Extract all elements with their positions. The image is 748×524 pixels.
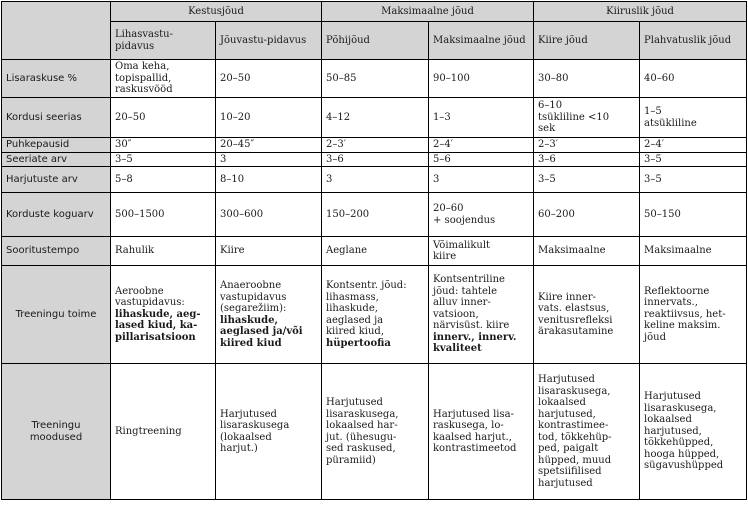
table-cell: [429, 138, 534, 153]
cell-line: hüpertoofia: [326, 337, 391, 349]
cell-line: püramiid): [326, 454, 376, 466]
cell-line: kvaliteet: [433, 343, 482, 355]
row-label: Seeriate arv: [2, 152, 111, 167]
cell-line: ärakasutamine: [538, 326, 614, 337]
cell-line: kiire: [433, 251, 457, 262]
table-cell: [640, 138, 747, 153]
cell-line: reaktiivsus, het-: [644, 308, 726, 320]
cell-line: 2–3′: [326, 139, 346, 150]
cell-line: 5–6: [433, 153, 451, 165]
cell-line: jõud: [644, 331, 666, 343]
column-header: Maksimaalne jõud: [429, 22, 534, 60]
cell-line: 150–200: [326, 208, 370, 220]
cell-line: kiired kiud: [220, 337, 282, 349]
cell-line: 50–85: [326, 72, 357, 84]
cell-line: tsükliline <10: [538, 111, 610, 123]
row-label: Treeningu toime: [2, 266, 111, 364]
group-header: Kiiruslik jõud: [534, 2, 747, 22]
cell-line: lokaalsed: [538, 397, 586, 408]
table-cell: [111, 60, 216, 98]
row-label: Korduste koguarv: [2, 193, 111, 237]
table-cell: [640, 98, 747, 138]
table-row: [2, 98, 747, 138]
cell-line: 3–5: [538, 173, 556, 185]
cell-line: harjut.): [220, 443, 258, 454]
table-cell: [429, 237, 534, 266]
table-cell: [111, 237, 216, 266]
cell-line: lihaskude, aeg-: [115, 308, 201, 320]
row-label: Puhkepausid: [2, 138, 111, 153]
cell-line: raskusega, lo-: [433, 420, 504, 431]
table-cell: [322, 152, 429, 167]
cell-line: närvisüst. kiire: [433, 320, 510, 332]
table-cell: [429, 193, 534, 237]
table-cell: [216, 152, 322, 167]
cell-line: Kiire: [220, 245, 245, 257]
cell-line: 8–10: [220, 173, 245, 185]
table-cell: [111, 364, 216, 500]
cell-line: Anaeroobne: [220, 280, 282, 291]
table-cell: [322, 138, 429, 153]
table-cell: [322, 266, 429, 364]
cell-line: 2–4′: [433, 139, 453, 150]
table-row: [2, 193, 747, 237]
table-cell: [111, 193, 216, 237]
cell-line: Aeroobne: [115, 285, 164, 297]
table-cell: [216, 266, 322, 364]
table-cell: [216, 193, 322, 237]
table-cell: [640, 266, 747, 364]
cell-line: 3: [326, 173, 333, 185]
table-cell: [216, 364, 322, 500]
cell-line: Harjutused: [644, 391, 701, 403]
cell-line: 6–10: [538, 100, 563, 112]
cell-line: (segarežiim):: [220, 303, 287, 314]
cell-line: 3–6: [538, 153, 556, 165]
cell-line: 1–5: [644, 106, 662, 117]
row-label: Kordusi seerias: [2, 98, 111, 138]
cell-line: harjutused,: [538, 408, 596, 420]
cell-line: vastupidavus:: [115, 297, 185, 309]
table-cell: [429, 98, 534, 138]
cell-line: lihasmass,: [326, 291, 379, 303]
table-cell: [216, 98, 322, 138]
cell-line: vastupidavus: [220, 291, 287, 303]
cell-line: Kontsentriline: [433, 274, 505, 286]
cell-line: hooga hüpped,: [644, 448, 720, 460]
table-cell: [640, 60, 747, 98]
table-cell: [111, 152, 216, 167]
table-cell: [640, 152, 747, 167]
row-label: Lisaraskuse %: [2, 60, 111, 98]
table-cell: [534, 193, 640, 237]
table-row: [2, 60, 747, 98]
corner-cell: [2, 2, 111, 60]
table-cell: [322, 237, 429, 266]
cell-line: Aeglane: [326, 245, 368, 257]
cell-line: lisaraskusega,: [326, 408, 399, 420]
table-row: [2, 138, 747, 153]
cell-line: 500–1500: [115, 208, 165, 220]
cell-line: Oma keha,: [115, 61, 170, 73]
cell-line: kontrastimee-: [538, 420, 609, 431]
cell-line: sek: [538, 123, 556, 135]
cell-line: kiired kiud,: [326, 326, 385, 337]
table-cell: [429, 266, 534, 364]
strength-training-table: [1, 1, 747, 500]
cell-line: jõud: tahtele: [433, 285, 497, 297]
cell-line: 20–60: [433, 203, 464, 214]
table-cell: [216, 60, 322, 98]
cell-line: Reflektoorne: [644, 285, 710, 297]
table-body: [2, 60, 747, 500]
cell-line: tod, tõkkehüp-: [538, 431, 612, 443]
cell-line: Võimalikult: [433, 239, 491, 251]
table-row: [2, 152, 747, 167]
cell-line: Kontsentr. jõud:: [326, 280, 407, 291]
row-label: Harjutuste arv: [2, 167, 111, 193]
table-cell: [534, 138, 640, 153]
cell-line: innervats.,: [644, 297, 698, 309]
cell-line: 300–600: [220, 208, 264, 220]
cell-line: 50–150: [644, 208, 681, 220]
cell-line: lased kiud, ka-: [115, 320, 198, 332]
cell-line: lihaskude,: [326, 303, 378, 314]
table-row: [2, 237, 747, 266]
table-cell: [111, 138, 216, 153]
cell-line: 2–3′: [538, 139, 559, 150]
column-header-row: [2, 22, 747, 60]
cell-line: 4–12: [326, 111, 351, 123]
cell-line: 3–6: [326, 153, 344, 165]
table-cell: [534, 98, 640, 138]
cell-line: keline maksim.: [644, 320, 721, 332]
cell-line: 30″: [115, 139, 132, 150]
cell-line: Rahulik: [115, 245, 155, 257]
table-cell: [534, 237, 640, 266]
table-row: [2, 266, 747, 364]
cell-line: lisaraskusega,: [644, 402, 717, 414]
group-header: Kestusjõud: [111, 2, 322, 22]
cell-line: Kiire inner-: [538, 291, 596, 303]
cell-line: Ringtreening: [115, 425, 182, 437]
cell-line: lisaraskusega,: [538, 385, 611, 397]
cell-line: Harjutused: [326, 397, 383, 408]
cell-line: lihaskude,: [220, 314, 279, 326]
table-cell: [429, 364, 534, 500]
table-cell: [534, 266, 640, 364]
table-cell: [640, 167, 747, 193]
table-cell: [111, 167, 216, 193]
cell-line: harjutused: [538, 477, 593, 489]
table-cell: [640, 237, 747, 266]
group-header-row: [2, 2, 747, 22]
cell-line: 40–60: [644, 72, 675, 84]
cell-line: 5–8: [115, 173, 133, 185]
cell-line: Harjutused: [538, 374, 595, 385]
table-cell: [111, 98, 216, 138]
cell-line: 1–3: [433, 111, 451, 123]
cell-line: 30–80: [538, 72, 569, 84]
table-cell: [429, 167, 534, 193]
table-cell: [322, 193, 429, 237]
cell-line: 3–5: [115, 153, 133, 165]
cell-line: 20–45″: [220, 139, 255, 150]
table-row: [2, 364, 747, 500]
table-cell: [322, 167, 429, 193]
table-cell: [111, 266, 216, 364]
cell-line: spetsiifilised: [538, 466, 602, 477]
cell-line: hüpped, muud: [538, 454, 612, 466]
table-cell: [216, 167, 322, 193]
cell-line: 3–5: [644, 173, 662, 185]
cell-line: harjutused,: [644, 425, 702, 437]
table-cell: [534, 364, 640, 500]
cell-line: ped, paigalt: [538, 443, 599, 454]
group-header: Maksimaalne jõud: [322, 2, 534, 22]
column-header: Kiire jõud: [534, 22, 640, 60]
column-header: Jõuvastu-pidavus: [216, 22, 322, 60]
cell-line: (lokaalsed: [220, 431, 272, 443]
cell-line: aeglased ja/või: [220, 326, 303, 337]
cell-line: + soojendus: [433, 214, 496, 226]
cell-line: vatsioon,: [433, 308, 479, 320]
cell-line: tõkkehüpped,: [644, 437, 714, 449]
table-cell: [640, 364, 747, 500]
cell-line: lokaalsed: [644, 414, 692, 426]
cell-line: 60–200: [538, 208, 575, 220]
cell-line: sügavushüpped: [644, 460, 724, 472]
cell-line: Harjutused: [220, 408, 277, 420]
column-header: Põhijõud: [322, 22, 429, 60]
cell-line: aeglased ja: [326, 314, 384, 326]
cell-line: 2–4′: [644, 139, 665, 150]
table-cell: [322, 98, 429, 138]
cell-line: lisaraskusega: [220, 420, 290, 431]
cell-line: kaalsed harjut.,: [433, 431, 512, 443]
cell-line: atsükliline: [644, 117, 697, 129]
cell-line: venitusrefleksi: [538, 314, 613, 326]
table-cell: [429, 152, 534, 167]
cell-line: Harjutused lisa-: [433, 408, 514, 420]
cell-line: 90–100: [433, 72, 470, 84]
cell-line: raskusvööd: [115, 84, 173, 96]
cell-line: topispallid,: [115, 72, 172, 84]
cell-line: 3: [433, 173, 440, 185]
cell-line: vats. elastsus,: [538, 303, 610, 314]
table-cell: [322, 364, 429, 500]
cell-line: Maksimaalne: [644, 245, 712, 257]
table-cell: [429, 60, 534, 98]
cell-line: lokaalsed har-: [326, 420, 398, 431]
column-header: Lihasvastu-pidavus: [111, 22, 216, 60]
cell-line: jut. (ühesugu-: [326, 431, 397, 443]
table-cell: [322, 60, 429, 98]
table-cell: [216, 237, 322, 266]
cell-line: sed raskused,: [326, 443, 396, 454]
row-label: Treeningu moodused: [2, 364, 111, 500]
cell-line: 3–5: [644, 153, 662, 165]
cell-line: alluv inner-: [433, 297, 491, 309]
row-label: Sooritustempo: [2, 237, 111, 266]
cell-line: 20–50: [115, 111, 146, 123]
table-cell: [534, 152, 640, 167]
table-cell: [534, 167, 640, 193]
cell-line: Maksimaalne: [538, 245, 606, 257]
cell-line: 3: [220, 153, 227, 165]
table-row: [2, 167, 747, 193]
table-cell: [640, 193, 747, 237]
column-header: Plahvatuslik jõud: [640, 22, 747, 60]
cell-line: kontrastimeetod: [433, 443, 517, 454]
cell-line: 20–50: [220, 72, 251, 84]
table-cell: [534, 60, 640, 98]
cell-line: 10–20: [220, 111, 251, 123]
table-cell: [216, 138, 322, 153]
cell-line: innerv., innerv.: [433, 331, 517, 343]
cell-line: pillarisatsioon: [115, 331, 196, 343]
